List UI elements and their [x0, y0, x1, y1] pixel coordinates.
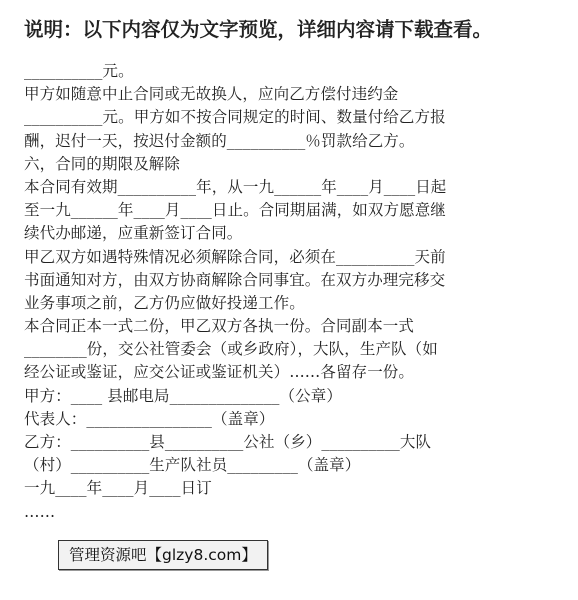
contract-line: 经公证或鉴证，应交公证或鉴证机关）……各留存一份。 — [24, 363, 415, 382]
contract-line: ________份，交公社管委会（或乡政府），大队，生产队（如 — [24, 340, 438, 359]
contract-body — [24, 60, 564, 524]
contract-line: 至一九______年____月____日止。合同期届满，如双方愿意继 — [24, 201, 446, 220]
section-heading: 六，合同的期限及解除 — [24, 154, 181, 173]
ellipsis-line: …… — [24, 502, 56, 521]
contract-line: 本合同正本一式二份，甲乙双方各执一份。合同副本一式 — [24, 317, 415, 336]
contract-line: 本合同有效期__________年，从一九______年____月____日起 — [24, 177, 447, 196]
contract-line: 续代办邮递，应重新签订合同。 — [24, 224, 243, 243]
representative-signature-line: 代表人：________________（盖章） — [24, 409, 275, 428]
contract-line: __________元。 — [24, 62, 134, 80]
party-b-signature-line-cont: （村）__________生产队社员_________（盖章） — [24, 456, 361, 475]
signing-date-line: 一九____年____月____日订 — [24, 479, 212, 498]
party-a-signature-line: 甲方：____ 县邮电局______________（公章） — [24, 386, 342, 405]
contract-line: 书面通知对方，由双方协商解除合同事宜。在双方办理完移交 — [24, 270, 446, 289]
contract-line: 酬，迟付一天，按迟付金额的__________％罚款给乙方。 — [24, 131, 415, 150]
preview-notice: 说明：以下内容仅为文字预览，详细内容请下载查看。 — [24, 18, 493, 41]
contract-line: __________元。甲方如不按合同规定的时间、数量付给乙方报 — [24, 108, 446, 127]
contract-line: 甲乙双方如遇特殊情况必须解除合同，必须在__________天前 — [24, 247, 446, 266]
contract-line: 业务事项之前，乙方仍应做好投递工作。 — [24, 293, 305, 312]
contract-line: 甲方如随意中止合同或无故换人，应向乙方偿付违约金 — [24, 85, 399, 104]
party-b-signature-line: 乙方：__________县__________公社（乡）__________大队 — [24, 433, 432, 451]
site-watermark-stamp: 管理资源吧【glzy8.com】 — [58, 540, 268, 570]
